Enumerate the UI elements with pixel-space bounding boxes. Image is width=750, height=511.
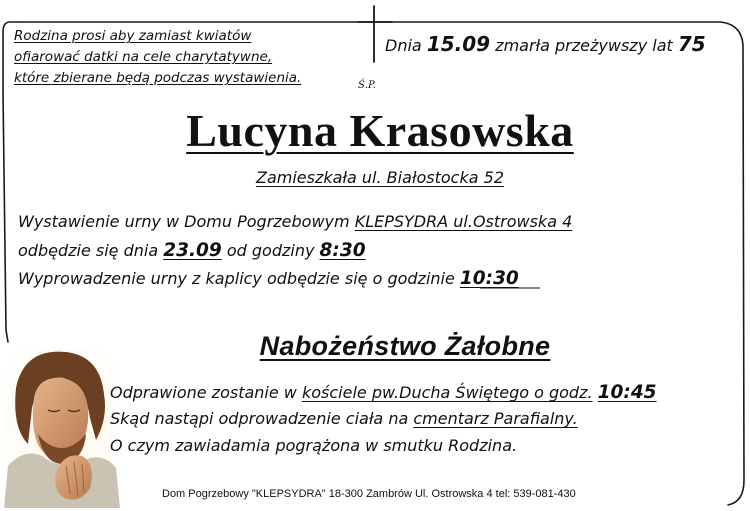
footer-contact: Dom Pogrzebowy "KLEPSYDRA" 18-300 Zambrów Ul. Ostrowska 4 tel: 539-081-430 (162, 488, 576, 500)
charity-note-line: które zbierane będą podczas wystawienia. (14, 70, 302, 86)
exhibition-time-prefix: od godziny (226, 241, 315, 260)
exhibition-line-3 (18, 268, 519, 289)
departure-prefix: Wyprowadzenie urny z kaplicy odbędzie się o godzinie (18, 269, 455, 288)
death-info (385, 32, 706, 56)
death-prefix: Dnia (385, 36, 422, 55)
service-line-1 (110, 382, 657, 403)
exhibition-prefix: Wystawienie urny w Domu Pogrzebowym (18, 212, 350, 231)
exhibition-place: KLEPSYDRA ul.Ostrowska 4 (354, 212, 573, 231)
exhibition-date-prefix: odbędzie się dnia (18, 241, 159, 260)
death-middle: zmarła przeżywszy lat (495, 36, 673, 55)
charity-note (14, 26, 301, 89)
service-time: 10:45 (597, 382, 657, 403)
deceased-name: Lucyna Krasowska (186, 105, 574, 156)
praying-figure-image (4, 348, 120, 508)
exhibition-time: 8:30 (319, 240, 366, 261)
charity-note-line: ofiarować datki na cele charytatywne, (14, 49, 273, 65)
service-heading: Nabożeństwo Żałobne (259, 331, 551, 361)
exhibition-date: 23.09 (163, 240, 222, 261)
burial-prefix: Skąd nastąpi odprowadzenie ciała na (110, 409, 409, 428)
death-date: 15.09 (426, 32, 491, 56)
charity-note-line: Rodzina prosi aby zamiast kwiatów (14, 28, 252, 44)
exhibition-line-2 (18, 240, 366, 261)
cemetery-name: cmentarz Parafialny. (413, 409, 578, 428)
service-line-2 (110, 409, 578, 428)
service-place: kościele pw.Ducha Świętego o godz. (301, 383, 593, 402)
address: Zamieszkała ul. Białostocka 52 (255, 168, 504, 187)
sp-label: Ś.P. (358, 80, 376, 91)
service-line-3: O czym zawiadamia pogrążona w smutku Rodzina. (110, 436, 518, 455)
death-age: 75 (677, 32, 706, 56)
service-prefix: Odprawione zostanie w (110, 383, 297, 402)
departure-time: 10:30 (459, 268, 519, 289)
exhibition-line-1 (18, 212, 572, 231)
